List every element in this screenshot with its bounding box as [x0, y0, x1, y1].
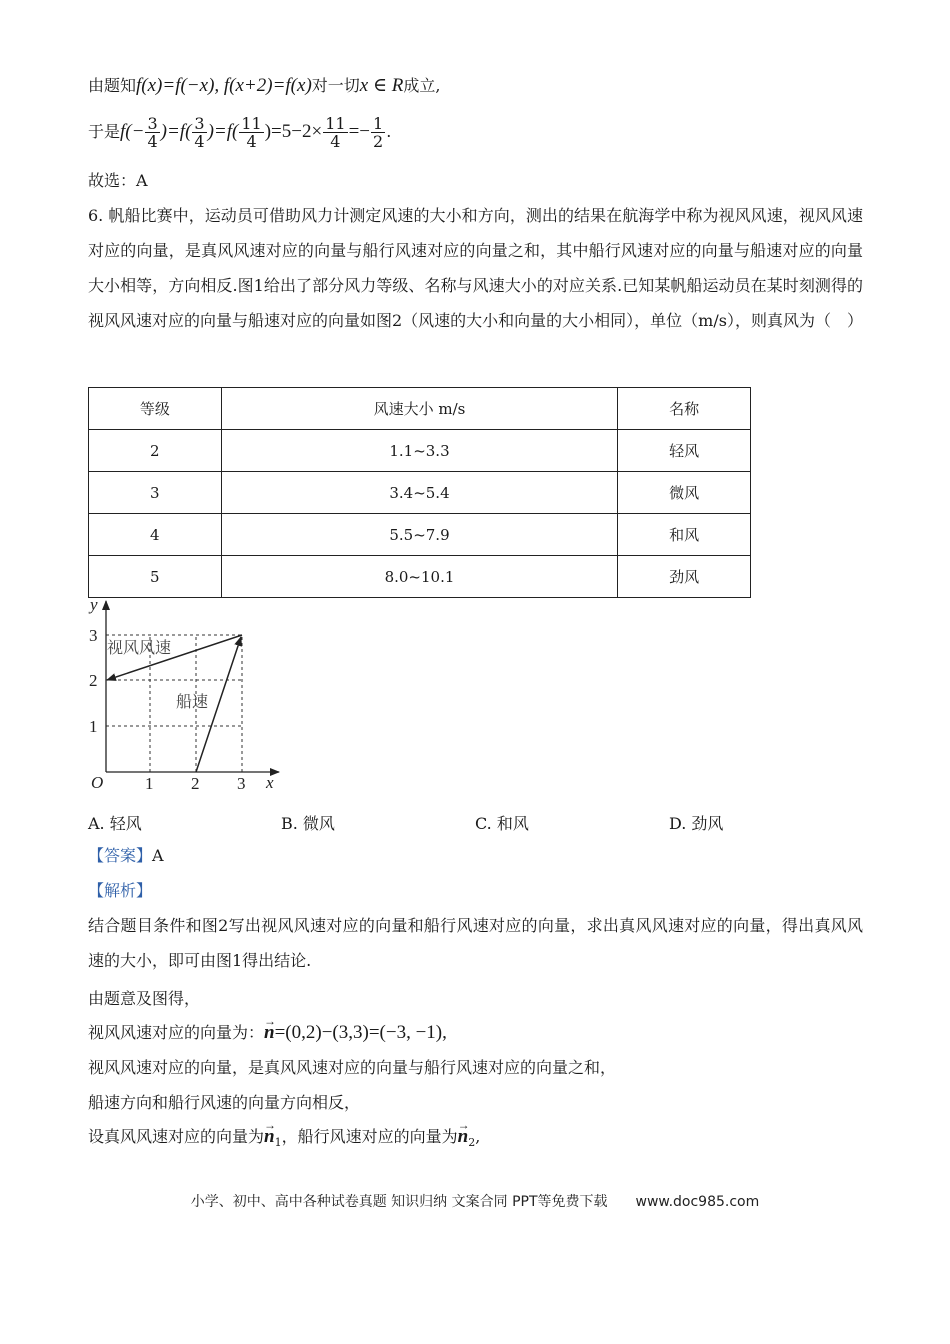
y-axis-label: y	[90, 597, 98, 614]
answer-line	[88, 846, 164, 866]
page-footer: 小学、初中、高中各种试卷真题 知识归纳 文案合同 PPT等免费下载 www.doc985.com	[190, 1194, 760, 1210]
math-expression: f(x)=f(−x), f(x+2)=f(x)	[136, 75, 312, 96]
subscript: 2	[468, 1136, 476, 1150]
boat-speed-label: 船速	[176, 692, 209, 711]
table-cell: 2	[89, 430, 222, 472]
y-tick-label: 3	[89, 626, 98, 645]
numerator: 3	[147, 114, 158, 133]
math-expression: =−	[348, 121, 370, 142]
analysis-line: 由题意及图得，	[88, 989, 201, 1008]
numerator: 11	[241, 114, 262, 133]
choice-b: B. 微风	[281, 814, 335, 833]
proof-line-2	[88, 112, 391, 152]
subscript: 1	[274, 1136, 282, 1150]
choose-line: 故选：A	[88, 171, 148, 190]
x-axis-label: x	[266, 773, 274, 792]
text: 设真风风速对应的向量为	[88, 1127, 265, 1146]
choice-c: C. 和风	[475, 814, 529, 833]
vector-diagram	[85, 597, 285, 797]
choice-a: A. 轻风	[88, 814, 142, 833]
numerator: 1	[373, 114, 384, 133]
vector-n: → n	[264, 1023, 275, 1043]
denominator: 4	[246, 132, 257, 151]
origin-label: O	[91, 773, 104, 792]
x-tick-label: 2	[191, 774, 200, 793]
text: 于是	[88, 122, 121, 141]
analysis-line	[88, 1023, 447, 1043]
fraction	[323, 115, 347, 150]
table-cell: 3	[89, 472, 222, 514]
table-row	[89, 472, 751, 514]
text: ，船行风速对应的向量为	[281, 1127, 458, 1146]
fraction	[145, 115, 159, 150]
math-expression: =(0,2)−(3,3)=(−3, −1),	[274, 1022, 447, 1043]
table-row	[89, 556, 751, 598]
analysis-line: 船速方向和船行风速的向量方向相反，	[88, 1093, 361, 1112]
text: .	[386, 122, 392, 141]
table-cell: 3.4~5.4	[221, 472, 618, 514]
denominator: 4	[330, 132, 341, 151]
analysis-paragraph: 结合题目条件和图2写出视风风速对应的向量和船行风速对应的向量，求出真风风速对应的向量，得出真风风速的大小，即可由图1得出结论.	[88, 916, 863, 970]
fraction	[371, 115, 385, 150]
x-tick-label: 1	[145, 774, 154, 793]
denominator: 4	[147, 132, 158, 151]
table-header-cell: 风速大小 m/s	[221, 388, 618, 430]
analysis-tag	[88, 881, 152, 901]
question-text: 6. 帆船比赛中，运动员可借助风力计测定风速的大小和方向，测出的结果在航海学中称为视风风速，视风风速对应的向量，是真风风速对应的向量与船行风速对应的向量之和，其中船行风速对应的向量与船速对应的向量大小相等，方向相反.图1给出了部分风力等级、名称与风速大小的对应关系.已知某帆船运动员在某时刻测得的视风风速对应的向量与船速对应的向量如图2（风速的大小和向量的大小相同），单位（m/s），则真风为（ ）	[88, 206, 863, 330]
math-expression: x ∈ R	[359, 75, 404, 96]
text: 对一切	[311, 76, 360, 95]
text: 成立,	[403, 76, 441, 95]
analysis-line: 视风风速对应的向量，是真风风速对应的向量与船行风速对应的向量之和，	[88, 1058, 617, 1077]
table-row	[89, 430, 751, 472]
x-tick-label: 3	[237, 774, 246, 793]
y-tick-label: 1	[89, 717, 98, 736]
text: 由题知	[88, 76, 137, 95]
denominator: 4	[194, 132, 205, 151]
numerator: 3	[194, 114, 205, 133]
fraction	[192, 115, 206, 150]
math-expression: f(−	[120, 121, 145, 142]
answer-value: A	[152, 846, 164, 865]
denominator: 2	[373, 132, 384, 151]
apparent-wind-label: 视风风速	[107, 638, 172, 657]
table-header-row	[89, 388, 751, 430]
vector-n1: → n	[264, 1127, 275, 1147]
analysis-line	[88, 1127, 480, 1153]
text: 视风风速对应的向量为：	[88, 1023, 265, 1042]
table-cell: 微风	[618, 472, 751, 514]
table-header-cell: 等级	[89, 388, 222, 430]
text: ,	[475, 1127, 481, 1146]
choice-d: D. 劲风	[669, 814, 724, 833]
analysis-label: 【解析】	[88, 881, 153, 900]
math-expression: )=f(	[207, 121, 239, 142]
y-tick-label: 2	[89, 671, 98, 690]
table-header-cell: 名称	[618, 388, 751, 430]
vector-n2: → n	[458, 1127, 469, 1147]
wind-level-table	[88, 387, 751, 598]
math-expression: )=f(	[160, 121, 192, 142]
answer-tag: 【答案】	[88, 846, 153, 865]
table-cell: 5	[89, 556, 222, 598]
table-cell: 劲风	[618, 556, 751, 598]
proof-line-1	[88, 76, 440, 96]
table-cell: 5.5~7.9	[221, 514, 618, 556]
table-cell: 轻风	[618, 430, 751, 472]
table-row	[89, 514, 751, 556]
math-expression: )=5−2×	[264, 121, 323, 142]
table-cell: 和风	[618, 514, 751, 556]
fraction	[239, 115, 263, 150]
table-cell: 4	[89, 514, 222, 556]
table-cell: 1.1~3.3	[221, 430, 618, 472]
table-cell: 8.0~10.1	[221, 556, 618, 598]
numerator: 11	[325, 114, 346, 133]
